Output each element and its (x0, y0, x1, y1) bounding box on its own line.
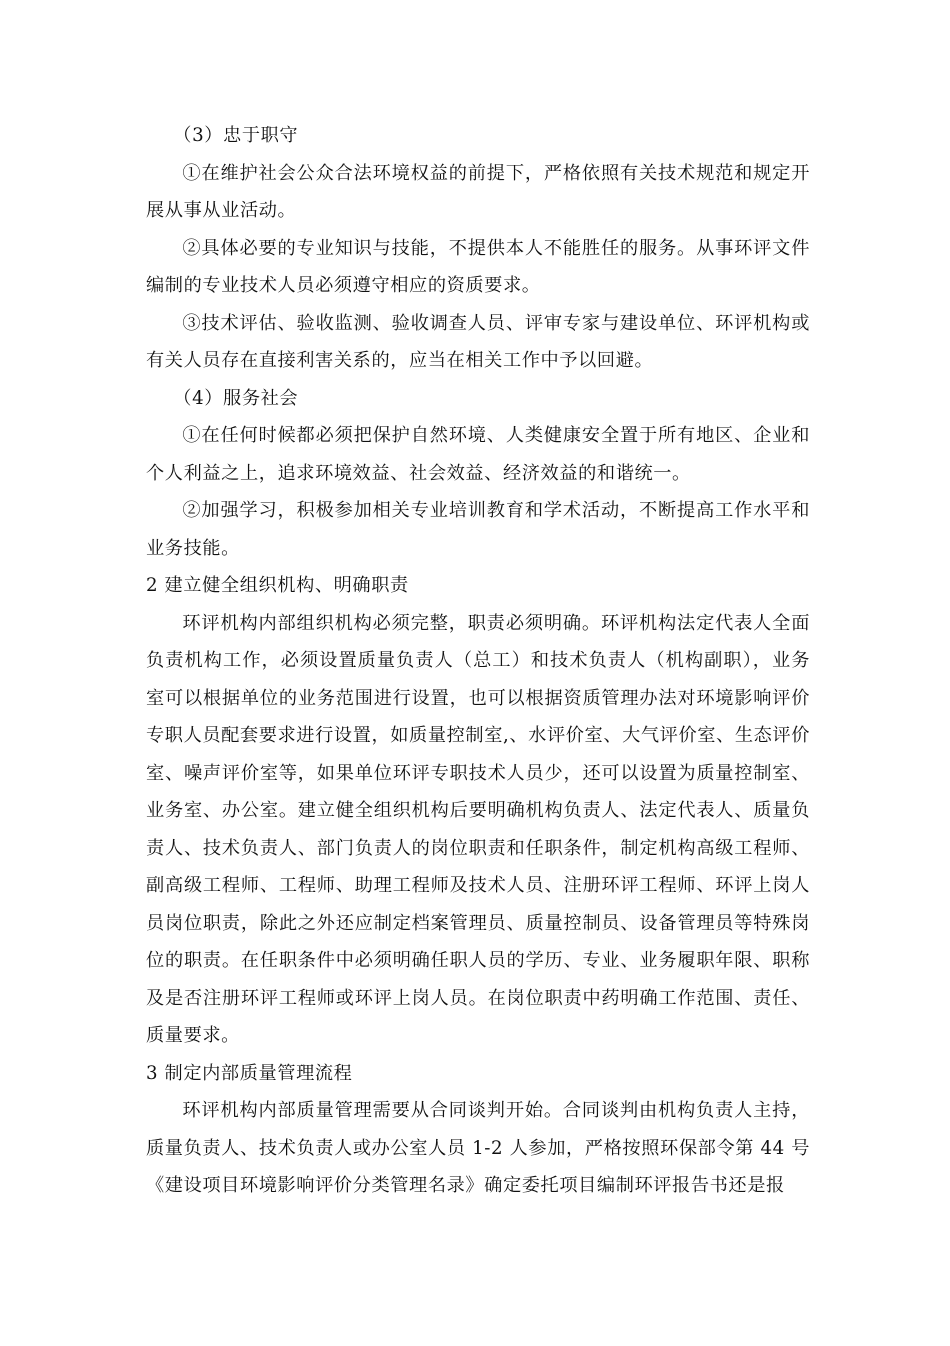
paragraph-organization: 环评机构内部组织机构必须完整，职责必须明确。环评机构法定代表人全面负责机构工作，必须设置质量负责人（总工）和技术负责人（机构副职），业务室可以根据单位的业务范围进行设置，也可以根据资质管理办法对环境影响评价专职人员配套要求进行设置，如质量控制室,、水评价室、大气评价室、生态评价室、噪声评价室等，如果单位环评专职技术人员少，还可以设置为质量控制室、业务室、办公室。建立健全组织机构后要明确机构负责人、法定代表人、质量负责人、技术负责人、部门负责人的岗位职责和任职条件，制定机构高级工程师、副高级工程师、工程师、助理工程师及技术人员、注册环评工程师、环评上岗人员岗位职责，除此之外还应制定档案管理员、质量控制员、设备管理员等特殊岗位的职责。在任职条件中必须明确任职人员的学历、专业、业务履职年限、职称及是否注册环评工程师或环评上岗人员。在岗位职责中药明确工作范围、责任、质量要求。 (146, 612, 810, 1046)
section-heading-quality-process: 3 制定内部质量管理流程 (146, 1062, 353, 1084)
paragraph-dedication-3: ③技术评估、验收监测、验收调查人员、评审专家与建设单位、环评机构或有关人员存在直接利害关系的，应当在相关工作中予以回避。 (146, 312, 810, 371)
document-body (146, 117, 810, 1205)
paragraph-serve-society-1: ①在任何时候都必须把保护自然环境、人类健康安全置于所有地区、企业和个人利益之上，追求环境效益、社会效益、经济效益的和谐统一。 (146, 425, 810, 484)
paragraph-quality-process: 环评机构内部质量管理需要从合同谈判开始。合同谈判由机构负责人主持，质量负责人、技术负责人或办公室人员 1-2 人参加，严格按照环保部令第 44 号《建设项目环境影响评价分类管理名录》确定委托项目编制环评报告书还是报 (146, 1100, 810, 1196)
paragraph-dedication-2: ②具体必要的专业知识与技能，不提供本人不能胜任的服务。从事环评文件编制的专业技术人员必须遵守相应的资质要求。 (146, 237, 810, 296)
paragraph-dedication-1: ①在维护社会公众合法环境权益的前提下，严格依照有关技术规范和规定开展从事从业活动。 (146, 162, 810, 221)
subheading-dedication: （3）忠于职守 (173, 125, 299, 146)
section-heading-organization: 2 建立健全组织机构、明确职责 (146, 575, 409, 596)
subheading-serve-society: （4）服务社会 (173, 387, 299, 409)
paragraph-serve-society-2: ②加强学习，积极参加相关专业培训教育和学术活动，不断提高工作水平和业务技能。 (146, 500, 810, 559)
